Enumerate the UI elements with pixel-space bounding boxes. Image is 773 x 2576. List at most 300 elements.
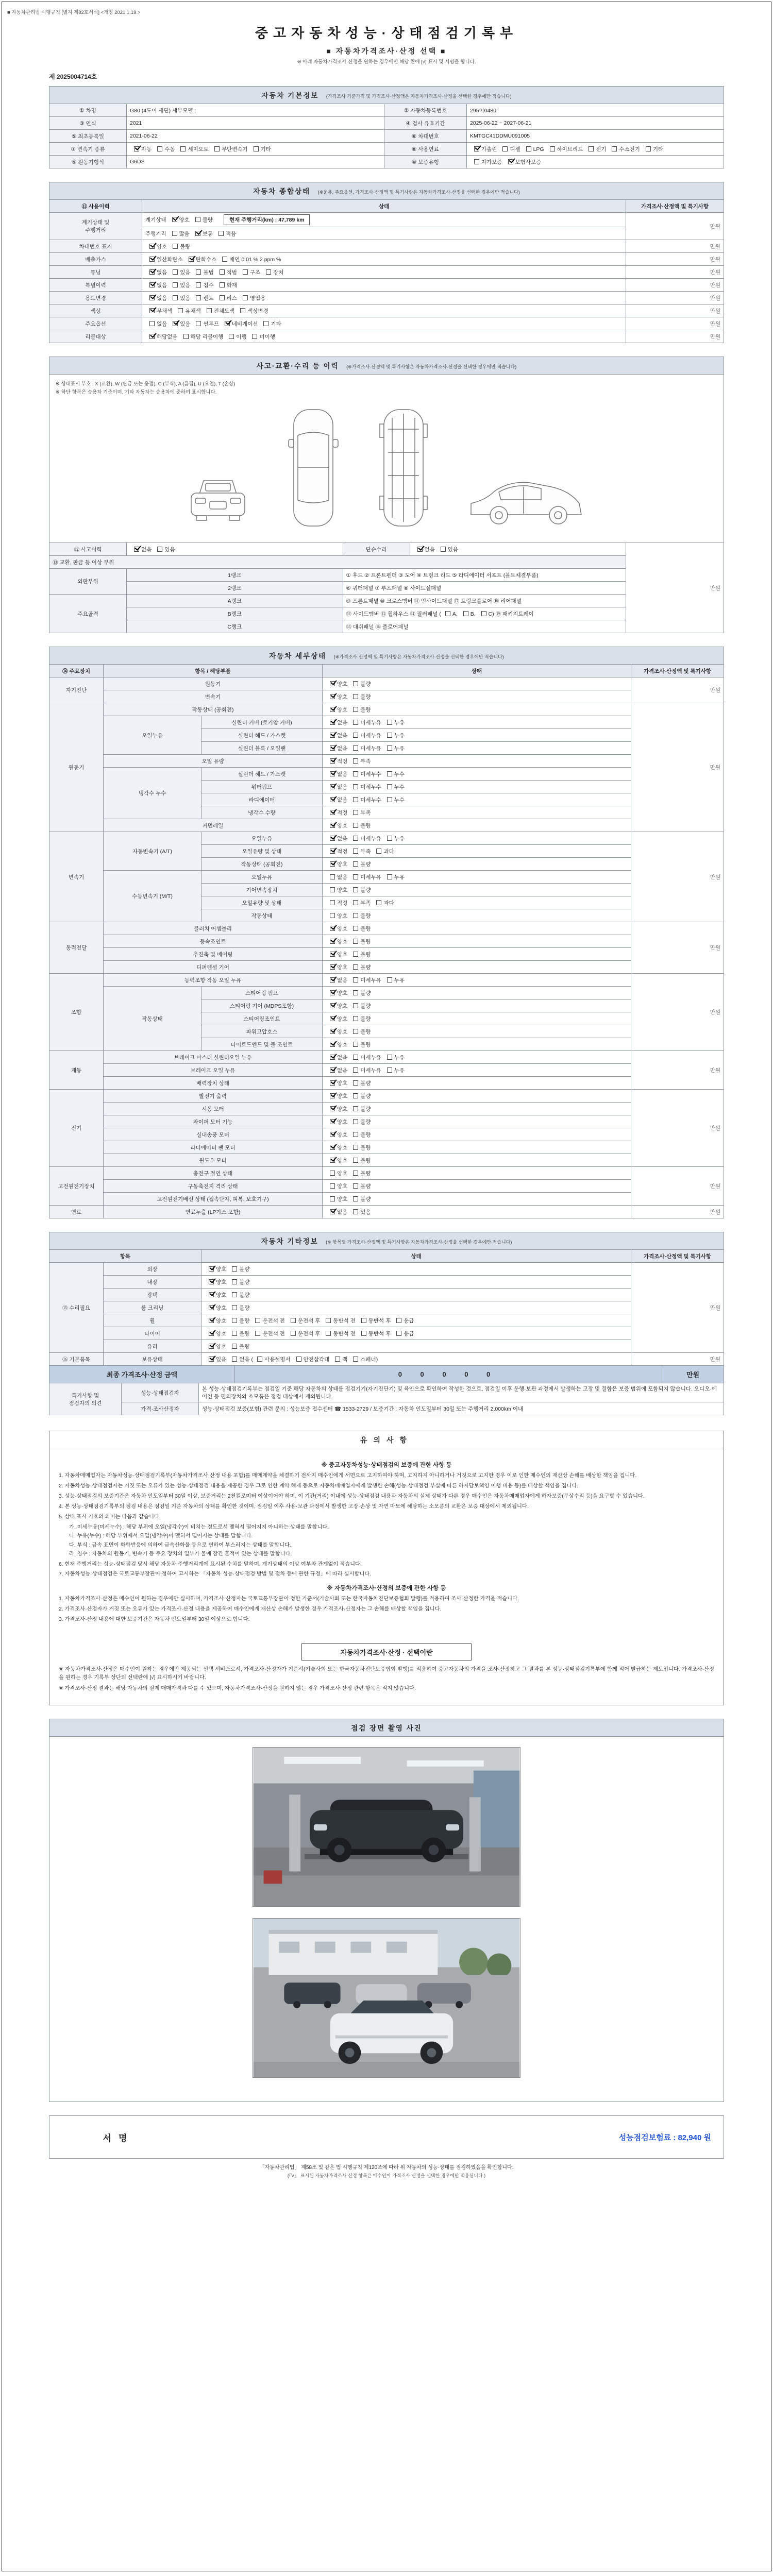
checkbox[interactable] bbox=[353, 1145, 358, 1150]
document-page bbox=[2, 2, 771, 2571]
checkbox[interactable] bbox=[330, 1209, 335, 1214]
field-label: 용도변경 bbox=[49, 292, 142, 304]
checkbox[interactable] bbox=[353, 1171, 358, 1176]
checkbox[interactable] bbox=[387, 733, 392, 738]
overall-condition-table bbox=[49, 199, 724, 343]
checkbox[interactable] bbox=[149, 269, 155, 275]
checkbox[interactable] bbox=[134, 146, 139, 151]
checkbox[interactable] bbox=[396, 1318, 401, 1323]
checkbox[interactable] bbox=[149, 282, 155, 287]
checkbox[interactable] bbox=[157, 146, 162, 151]
checkbox[interactable] bbox=[330, 990, 335, 995]
checkbox[interactable] bbox=[396, 1331, 401, 1336]
checkbox[interactable] bbox=[209, 1318, 214, 1323]
checkbox[interactable] bbox=[196, 295, 201, 300]
checkbox[interactable] bbox=[330, 1171, 335, 1176]
field-label: 리콜대상 bbox=[49, 330, 142, 343]
checkbox[interactable] bbox=[353, 1029, 358, 1034]
checkbox[interactable] bbox=[243, 295, 248, 300]
checkbox[interactable] bbox=[229, 334, 234, 339]
checkbox[interactable] bbox=[196, 269, 201, 275]
checkbox[interactable] bbox=[330, 694, 335, 699]
checkbox[interactable] bbox=[330, 849, 335, 854]
checkbox[interactable] bbox=[330, 874, 335, 879]
checkbox[interactable] bbox=[330, 887, 335, 892]
checkbox[interactable] bbox=[474, 159, 479, 164]
checkbox[interactable] bbox=[387, 874, 392, 879]
checkbox[interactable] bbox=[353, 1067, 358, 1073]
checkbox[interactable] bbox=[353, 939, 358, 944]
section-note: (※ 항목별 가격조사·산정액 및 특기사항은 자동차가격조사·산정을 선택한 경우에만 적습니다) bbox=[326, 1240, 512, 1245]
checkbox[interactable] bbox=[330, 913, 335, 918]
checkbox[interactable] bbox=[180, 146, 186, 151]
checkbox[interactable] bbox=[222, 257, 227, 262]
checkbox[interactable] bbox=[149, 295, 155, 300]
checkbox[interactable] bbox=[387, 1067, 392, 1073]
section-note: (※운용, 주요옵션, 가격조사·산정액 및 특기사항은 자동차가격조사·산정을 선택한 경우에만 적습니다) bbox=[317, 190, 520, 195]
checkbox[interactable] bbox=[463, 611, 468, 616]
accident-history-table bbox=[49, 543, 724, 633]
field-value: 양호 불량 bbox=[323, 935, 631, 948]
checkbox[interactable] bbox=[330, 1145, 335, 1150]
checkbox[interactable] bbox=[353, 720, 358, 725]
checkbox[interactable] bbox=[353, 1016, 358, 1021]
checkbox[interactable] bbox=[353, 836, 358, 841]
checkbox[interactable] bbox=[353, 771, 358, 776]
amount-cell: 만원 bbox=[631, 1206, 724, 1218]
checkbox[interactable] bbox=[330, 733, 335, 738]
checkbox[interactable] bbox=[387, 836, 392, 841]
checkbox[interactable] bbox=[330, 952, 335, 957]
field-value: 적정 부족 과다 bbox=[323, 896, 631, 909]
checkbox[interactable] bbox=[149, 308, 155, 313]
field-value: 양호 불량 bbox=[323, 1025, 631, 1038]
notice-group-heading: ※ 자동차가격조사·산정의 보증에 관한 사항 등 bbox=[327, 1585, 446, 1592]
checkbox[interactable] bbox=[330, 1055, 335, 1060]
checkbox[interactable] bbox=[330, 771, 335, 776]
checkbox[interactable] bbox=[330, 1132, 335, 1137]
section-title: 점검 장면 촬영 사진 bbox=[351, 1724, 422, 1733]
field-label: 오일 유량 bbox=[104, 755, 323, 768]
checkbox[interactable] bbox=[173, 282, 178, 287]
checkbox[interactable] bbox=[330, 707, 335, 712]
checkbox[interactable] bbox=[330, 797, 335, 802]
field-label: 2랭크 bbox=[127, 582, 343, 595]
field-value: 없음 있음 렌트 리스 영업용 bbox=[142, 292, 626, 304]
checkbox[interactable] bbox=[330, 939, 335, 944]
pricing-info-body-2: ※ 가격조사·산정 결과는 해당 자동차의 실제 매매가격과 다를 수 있으며, 자동차가격조사·산정을 원하지 않는 경우 가격조사·산정 관련 항목은 적지 않습니다. bbox=[59, 1686, 416, 1692]
checkbox[interactable] bbox=[243, 269, 248, 275]
checkbox[interactable] bbox=[183, 334, 189, 339]
table-row bbox=[49, 690, 724, 703]
field-value: 없음 미세누유 누유 bbox=[323, 871, 631, 884]
table-row bbox=[49, 1064, 724, 1077]
table-row bbox=[49, 317, 724, 330]
field-value: 상태 bbox=[142, 200, 626, 213]
checkbox[interactable] bbox=[220, 269, 225, 275]
checkbox[interactable] bbox=[353, 952, 358, 957]
field-label: 발전기 출력 bbox=[104, 1090, 323, 1103]
field-value: ⑮ 대쉬패널 ⑯ 플로어패널 bbox=[343, 620, 626, 633]
checkbox[interactable] bbox=[330, 810, 335, 815]
section-notice bbox=[49, 1431, 724, 1705]
field-label: 타이어 bbox=[104, 1327, 201, 1340]
price-select-note: ※ 아래 자동차가격조사·산정을 원하는 경우에만 해당 란에 [√] 표시 및 서명을 합니다. bbox=[297, 59, 476, 65]
table-row bbox=[49, 1090, 724, 1103]
checkbox[interactable] bbox=[330, 836, 335, 841]
field-label: 휠 bbox=[104, 1314, 201, 1327]
checkbox[interactable] bbox=[173, 269, 178, 275]
section-header-detail bbox=[49, 647, 724, 665]
checkbox[interactable] bbox=[173, 244, 178, 249]
checkbox[interactable] bbox=[149, 244, 155, 249]
checkbox[interactable] bbox=[387, 797, 392, 802]
table-row bbox=[49, 1051, 724, 1064]
checkbox[interactable] bbox=[330, 1080, 335, 1086]
table-row bbox=[49, 620, 724, 633]
checkbox[interactable] bbox=[353, 1080, 358, 1086]
checkbox[interactable] bbox=[526, 146, 531, 151]
field-value: 양호 불량 bbox=[323, 1090, 631, 1103]
checkbox[interactable] bbox=[353, 745, 358, 751]
checkbox[interactable] bbox=[255, 1331, 260, 1336]
checkbox[interactable] bbox=[508, 159, 513, 164]
checkbox[interactable] bbox=[353, 1106, 358, 1111]
checkbox[interactable] bbox=[376, 849, 381, 854]
checkbox[interactable] bbox=[254, 146, 259, 151]
checkbox[interactable] bbox=[209, 1279, 214, 1284]
checkbox[interactable] bbox=[387, 771, 392, 776]
table-row bbox=[49, 279, 724, 292]
checkbox[interactable] bbox=[330, 1183, 335, 1189]
checkbox[interactable] bbox=[173, 295, 178, 300]
checkbox[interactable] bbox=[330, 1093, 335, 1098]
checkbox[interactable] bbox=[353, 823, 358, 828]
checkbox[interactable] bbox=[209, 1344, 214, 1349]
field-label: 브레이크 마스터 실린더오일 누유 bbox=[104, 1051, 323, 1064]
field-value: 가격조사·산정액 및 특기사항 bbox=[631, 665, 724, 677]
field-label: 스티어링 펌프 bbox=[201, 987, 323, 999]
field-value: 적정 부족 과다 bbox=[323, 845, 631, 858]
checkbox[interactable] bbox=[149, 321, 155, 326]
checkbox[interactable] bbox=[387, 1055, 392, 1060]
checkbox[interactable] bbox=[330, 720, 335, 725]
checkbox[interactable] bbox=[330, 977, 335, 982]
checkbox[interactable] bbox=[353, 733, 358, 738]
checkbox[interactable] bbox=[214, 146, 220, 151]
checkbox[interactable] bbox=[189, 257, 194, 262]
checkbox[interactable] bbox=[353, 707, 358, 712]
checkbox[interactable] bbox=[417, 547, 423, 552]
field-label: 동력전달 bbox=[49, 922, 104, 974]
checkbox[interactable] bbox=[361, 1331, 366, 1336]
car-diagrams bbox=[56, 396, 717, 537]
checkbox[interactable] bbox=[209, 1292, 214, 1297]
checkbox[interactable] bbox=[353, 1055, 358, 1060]
checkbox[interactable] bbox=[330, 745, 335, 751]
field-value: 2025-06-22 ~ 2027-06-21 bbox=[467, 117, 724, 130]
checkbox[interactable] bbox=[589, 146, 594, 151]
checkbox[interactable] bbox=[326, 1318, 331, 1323]
field-value: 성능·상태점검 보증(보험) 관련 문의 : 성능보증 접수센터 ☎ 1533-2729 / 보증기간 : 자동차 인도일부터 30일 또는 주행거리 2,000km 이내 bbox=[199, 1402, 724, 1415]
checkbox[interactable] bbox=[195, 217, 200, 222]
checkbox[interactable] bbox=[134, 547, 139, 552]
checkbox[interactable] bbox=[353, 758, 358, 764]
field-value: 가격조사·산정액 및 특기사항 bbox=[626, 200, 724, 213]
table-row bbox=[49, 143, 724, 156]
field-value: 295머0480 bbox=[467, 104, 724, 117]
checkbox[interactable] bbox=[353, 990, 358, 995]
checkbox[interactable] bbox=[173, 321, 178, 326]
field-label: 라디에이터 팬 모터 bbox=[104, 1141, 323, 1154]
checkbox[interactable] bbox=[646, 146, 651, 151]
checkbox[interactable] bbox=[330, 1029, 335, 1034]
checkbox[interactable] bbox=[296, 1357, 301, 1362]
checkbox[interactable] bbox=[353, 1196, 358, 1201]
amount-cell: 만원 bbox=[631, 1051, 724, 1090]
amount-cell: 만원 bbox=[631, 832, 724, 922]
car-diagram-top bbox=[282, 403, 344, 532]
field-label: 와이퍼 모터 기능 bbox=[104, 1115, 323, 1128]
checkbox[interactable] bbox=[330, 823, 335, 828]
checkbox[interactable] bbox=[209, 1357, 214, 1362]
field-value: 자가보증 보험사보증 bbox=[467, 156, 724, 168]
checkbox[interactable] bbox=[178, 308, 183, 313]
checkbox[interactable] bbox=[291, 1318, 296, 1323]
checkbox[interactable] bbox=[232, 1305, 237, 1310]
field-label: 윈도우 모터 bbox=[104, 1154, 323, 1167]
pricing-info-title: 자동차가격조사·산정 · 선택이란 bbox=[301, 1643, 472, 1660]
checkbox[interactable] bbox=[209, 1266, 214, 1272]
checkbox[interactable] bbox=[172, 217, 177, 222]
field-label: 스티어링 기어 (MDPS포함) bbox=[201, 999, 323, 1012]
checkbox[interactable] bbox=[376, 900, 381, 905]
checkbox[interactable] bbox=[353, 1357, 358, 1362]
checkbox[interactable] bbox=[207, 308, 212, 313]
table-row bbox=[49, 156, 724, 168]
table-row bbox=[49, 569, 724, 582]
checkbox[interactable] bbox=[330, 1067, 335, 1073]
field-value: 없음 미세누유 누유 bbox=[323, 716, 631, 729]
checkbox[interactable] bbox=[353, 874, 358, 879]
field-label: 1랭크 bbox=[127, 569, 343, 582]
checkbox[interactable] bbox=[481, 611, 486, 616]
mileage-box: 현재 주행거리(km) : 47,789 km bbox=[224, 214, 310, 225]
field-label: 작동상태 (공회전) bbox=[104, 703, 323, 716]
amount-cell: 만원 bbox=[626, 253, 724, 266]
field-label: 기어변속장치 bbox=[201, 884, 323, 896]
checkbox[interactable] bbox=[353, 681, 358, 686]
table-row bbox=[49, 1167, 724, 1180]
field-label: 파워고압호스 bbox=[201, 1025, 323, 1038]
checkbox[interactable] bbox=[441, 547, 446, 552]
checkbox[interactable] bbox=[387, 977, 392, 982]
checkbox[interactable] bbox=[220, 295, 225, 300]
checkbox[interactable] bbox=[149, 257, 155, 262]
checkbox[interactable] bbox=[266, 269, 271, 275]
field-label: 계기상태 및 주행거리 bbox=[49, 213, 142, 240]
field-value: 양호 불량 bbox=[323, 1128, 631, 1141]
section-overall-condition bbox=[49, 182, 724, 343]
checkbox[interactable] bbox=[387, 784, 392, 789]
checkbox[interactable] bbox=[232, 1318, 237, 1323]
checkbox[interactable] bbox=[257, 1357, 262, 1362]
field-value: 없음 미세누수 누수 bbox=[323, 768, 631, 781]
data-table bbox=[49, 664, 724, 1218]
field-value: 양호 불량 bbox=[323, 1154, 631, 1167]
checkbox[interactable] bbox=[353, 694, 358, 699]
table-row bbox=[49, 1077, 724, 1090]
field-label: 타이로드엔드 및 볼 조인트 bbox=[201, 1038, 323, 1051]
field-label: 변속기 bbox=[49, 832, 104, 922]
field-value: 양호 불량 bbox=[142, 240, 626, 253]
document-header bbox=[49, 23, 724, 81]
notice-subitem: 다. 부식 : 금속 표면이 화학반응에 의하여 금속산화물 등으로 변하여 부스러지는 상태를 말합니다. bbox=[69, 1542, 291, 1548]
checkbox[interactable] bbox=[330, 758, 335, 764]
checkbox[interactable] bbox=[326, 1331, 331, 1336]
checkbox[interactable] bbox=[232, 1266, 237, 1272]
field-value: 없음 미세누수 누수 bbox=[323, 793, 631, 806]
checkbox[interactable] bbox=[502, 146, 508, 151]
checkbox[interactable] bbox=[172, 231, 177, 236]
checkbox[interactable] bbox=[291, 1331, 296, 1336]
checkbox[interactable] bbox=[330, 926, 335, 931]
checkbox[interactable] bbox=[353, 977, 358, 982]
field-value: 양호 불량 bbox=[323, 1103, 631, 1115]
checkbox[interactable] bbox=[330, 1003, 335, 1008]
field-label: 클러치 어셈블리 bbox=[104, 922, 323, 935]
table-row bbox=[49, 556, 724, 569]
table-row bbox=[49, 330, 724, 343]
field-value: 양호 불량 bbox=[323, 1167, 631, 1180]
checkbox[interactable] bbox=[240, 308, 245, 313]
field-label: 변속기 bbox=[104, 690, 323, 703]
checkbox[interactable] bbox=[330, 900, 335, 905]
checkbox[interactable] bbox=[219, 231, 224, 236]
section-note: (※가격조사·산정액 및 특기사항은 자동차가격조사·산정을 선택한 경우에만 적습니다) bbox=[333, 654, 504, 659]
checkbox[interactable] bbox=[353, 784, 358, 789]
checkbox[interactable] bbox=[353, 797, 358, 802]
checkbox[interactable] bbox=[474, 146, 479, 151]
checkbox[interactable] bbox=[209, 1305, 214, 1310]
checkbox[interactable] bbox=[220, 282, 225, 287]
checkbox[interactable] bbox=[157, 547, 162, 552]
table-row bbox=[49, 1301, 724, 1314]
field-label: ⑨ 원동기형식 bbox=[49, 156, 127, 168]
checkbox[interactable] bbox=[335, 1357, 340, 1362]
checkbox[interactable] bbox=[330, 1016, 335, 1021]
checkbox[interactable] bbox=[353, 1042, 358, 1047]
checkbox[interactable] bbox=[353, 861, 358, 867]
checkbox[interactable] bbox=[232, 1331, 237, 1336]
section-photos bbox=[49, 1719, 724, 2102]
final-price-table bbox=[49, 1365, 724, 1383]
table-row bbox=[49, 1103, 724, 1115]
checkbox[interactable] bbox=[196, 282, 201, 287]
field-label: 성능·상태점검자 bbox=[122, 1383, 199, 1402]
checkbox[interactable] bbox=[330, 1119, 335, 1124]
checkbox[interactable] bbox=[353, 1158, 358, 1163]
checkbox[interactable] bbox=[330, 784, 335, 789]
amount-cell: 만원 bbox=[631, 703, 724, 832]
section-note: (가격조사 기준가격 및 가격조사·산정액은 자동차가격조사·산정을 선택한 경우에만 적습니다) bbox=[326, 94, 512, 99]
checkbox[interactable] bbox=[353, 1003, 358, 1008]
field-label: 광택 bbox=[104, 1289, 201, 1301]
checkbox[interactable] bbox=[255, 1318, 260, 1323]
checkbox[interactable] bbox=[195, 231, 200, 236]
checkbox[interactable] bbox=[232, 1357, 237, 1362]
field-label: 시동 모터 bbox=[104, 1103, 323, 1115]
checkbox[interactable] bbox=[263, 321, 268, 326]
checkbox[interactable] bbox=[353, 849, 358, 854]
section-header-basic bbox=[49, 86, 724, 104]
checkbox[interactable] bbox=[149, 334, 155, 339]
checkbox[interactable] bbox=[232, 1344, 237, 1349]
field-value: 계기상태 양호 불량 현재 주행거리(km) : 47,789 km bbox=[142, 213, 626, 227]
table-row bbox=[49, 200, 724, 213]
checkbox[interactable] bbox=[196, 321, 201, 326]
checkbox[interactable] bbox=[330, 1042, 335, 1047]
table-row bbox=[49, 677, 724, 690]
amount-cell: 만원 bbox=[631, 677, 724, 703]
checkbox[interactable] bbox=[330, 681, 335, 686]
etc-info-table bbox=[49, 1249, 724, 1366]
checkbox[interactable] bbox=[252, 334, 257, 339]
checkbox[interactable] bbox=[209, 1331, 214, 1336]
checkbox[interactable] bbox=[353, 1183, 358, 1189]
checkbox[interactable] bbox=[353, 900, 358, 905]
field-label: 연료 bbox=[49, 1206, 104, 1218]
table-row bbox=[49, 935, 724, 948]
amount-cell: 만원 bbox=[631, 1167, 724, 1206]
checkbox[interactable] bbox=[232, 1292, 237, 1297]
checkbox[interactable] bbox=[330, 1106, 335, 1111]
checkbox[interactable] bbox=[353, 1119, 358, 1124]
checkbox[interactable] bbox=[445, 611, 450, 616]
checkbox[interactable] bbox=[330, 1196, 335, 1201]
checkbox[interactable] bbox=[387, 745, 392, 751]
car-diagram-underbody bbox=[373, 403, 434, 532]
checkbox[interactable] bbox=[387, 720, 392, 725]
field-label: 수동변속기 (M/T) bbox=[104, 871, 201, 922]
field-label: 보유상태 bbox=[104, 1353, 201, 1366]
field-value: 양호 불량 bbox=[323, 1115, 631, 1128]
checkbox[interactable] bbox=[330, 861, 335, 867]
checkbox[interactable] bbox=[353, 926, 358, 931]
checkbox[interactable] bbox=[330, 1158, 335, 1163]
checkbox[interactable] bbox=[232, 1279, 237, 1284]
field-label: ⑥ 차대번호 bbox=[384, 130, 467, 143]
field-value: ⑪ 사용이력 bbox=[49, 200, 142, 213]
field-label: 충전구 절연 상태 bbox=[104, 1167, 323, 1180]
checkbox[interactable] bbox=[353, 913, 358, 918]
checkbox[interactable] bbox=[330, 964, 335, 970]
checkbox[interactable] bbox=[353, 1132, 358, 1137]
checkbox[interactable] bbox=[550, 146, 555, 151]
notice-item: 1. 자동차매매업자는 자동차성능·상태점검기록부(자동차가격조사·산정 내용 포함)를 매매계약을 체결하기 전까지 매수인에게 서면으로 고지하여야 하며, 고지하지 아니하거나 거짓으로 고지한 경우 이로 인한 매수인의 재산상 손해를 배상할 책임을 집니다. bbox=[59, 1473, 637, 1479]
field-label: 작동상태 bbox=[201, 909, 323, 922]
checkbox[interactable] bbox=[361, 1318, 366, 1323]
checkbox[interactable] bbox=[612, 146, 617, 151]
amount-cell: 만원 bbox=[626, 213, 724, 240]
notice-item: 5. 상태 표시 기호의 의미는 다음과 같습니다. bbox=[59, 1514, 161, 1520]
checkbox[interactable] bbox=[353, 1209, 358, 1214]
checkbox[interactable] bbox=[353, 1093, 358, 1098]
checkbox[interactable] bbox=[225, 321, 230, 326]
checkbox[interactable] bbox=[353, 810, 358, 815]
checkbox[interactable] bbox=[353, 964, 358, 970]
checkbox[interactable] bbox=[353, 887, 358, 892]
